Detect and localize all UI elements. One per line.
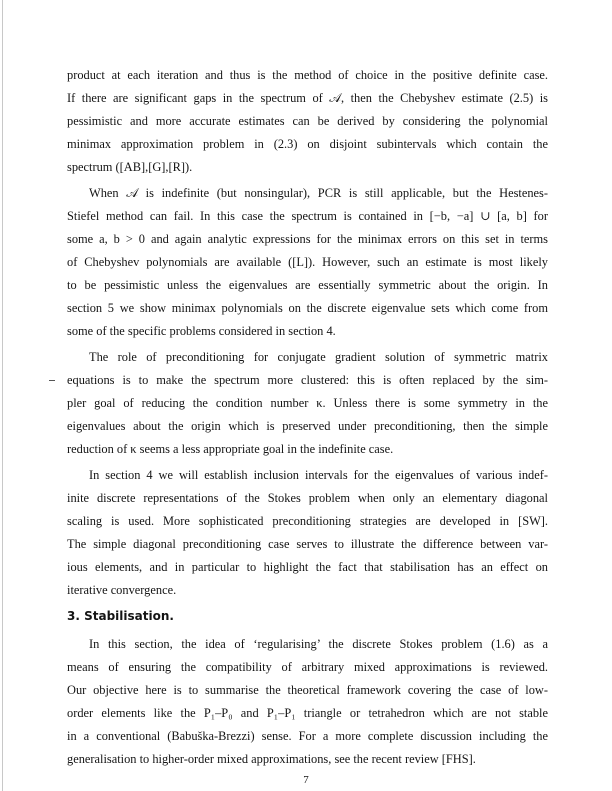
paragraph	[67, 464, 548, 602]
text-line: reduction of κ seems a less appropriate goal in the indefinite case.	[67, 442, 394, 456]
text-line: spectrum ([AB],[G],[R]).	[67, 160, 193, 174]
text-line: In section 4 we will establish inclusion intervals for the eigenvalues of various indef-	[89, 468, 548, 482]
text-line: means of ensuring the compatibility of arbitrary mixed approximations is reviewed.	[67, 660, 548, 674]
text-line: order elements like the P₁–P₀ and P₁–P₁ triangle or tetrahedron which are not stable	[67, 706, 548, 720]
text-line: generalisation to higher-order mixed approximations, see the recent review [FHS].	[67, 752, 476, 766]
text-line: eigenvalues about the origin which is preserved under preconditioning, then the simple	[67, 419, 548, 433]
text-line: to be pessimistic unless the eigenvalues are essentially symmetric about the origin. In	[67, 278, 548, 292]
text-line: minimax approximation problem in (2.3) on disjoint subintervals which contain the	[67, 137, 548, 151]
text-line: pessimistic and more accurate estimates can be derived by considering the polynomial	[67, 114, 548, 128]
paragraph	[67, 633, 548, 771]
text-line: of Chebyshev polynomials are available ([L]). However, such an estimate is most likely	[67, 255, 548, 269]
text-line: in a conventional (Babuška-Brezzi) sense. For a more complete discussion including the	[67, 729, 548, 743]
text-line: The role of preconditioning for conjugate gradient solution of symmetric matrix	[89, 350, 548, 364]
text-line: scaling is used. More sophisticated preconditioning strategies are developed in [SW].	[67, 514, 548, 528]
page-body	[67, 64, 548, 774]
margin-mark	[49, 380, 55, 381]
paragraph	[67, 182, 548, 343]
text-line: If there are significant gaps in the spectrum of 𝒜, then the Chebyshev estimate (2.5) is	[67, 91, 548, 105]
text-line: pler goal of reducing the condition number κ. Unless there is some symmetry in the	[67, 396, 548, 410]
page-number: 7	[303, 774, 309, 786]
paragraph	[67, 346, 548, 461]
text-line: Stiefel method can fail. In this case the spectrum is contained in [−b, −a] ∪ [a, b] for	[67, 209, 548, 223]
text-line: some a, b > 0 and again analytic expressions for the minimax errors on this set in terms	[67, 232, 548, 246]
text-line: inite discrete representations of the Stokes problem when only an elementary diagonal	[67, 491, 548, 505]
text-line: ious elements, and in particular to highlight the fact that stabilisation has an effect on	[67, 560, 548, 574]
text-line: Our objective here is to summarise the theoretical framework covering the case of low-	[67, 683, 548, 697]
text-line: When 𝒜 is indefinite (but nonsingular), PCR is still applicable, but the Hestenes-	[89, 186, 548, 200]
section-heading: 3. Stabilisation.	[67, 609, 174, 623]
scan-edge	[2, 0, 3, 791]
text-line: some of the specific problems considered in section 4.	[67, 324, 336, 338]
paragraph	[67, 64, 548, 179]
text-line: The simple diagonal preconditioning case serves to illustrate the difference between var-	[67, 537, 548, 551]
text-line: product at each iteration and thus is the method of choice in the positive definite case.	[67, 68, 548, 82]
text-line: iterative convergence.	[67, 583, 177, 597]
text-line: equations is to make the spectrum more clustered: this is often replaced by the sim-	[67, 373, 548, 387]
text-line: section 5 we show minimax polynomials on the discrete eigenvalue sets which come from	[67, 301, 548, 315]
text-line: In this section, the idea of ‘regularising’ the discrete Stokes problem (1.6) as a	[89, 637, 548, 651]
